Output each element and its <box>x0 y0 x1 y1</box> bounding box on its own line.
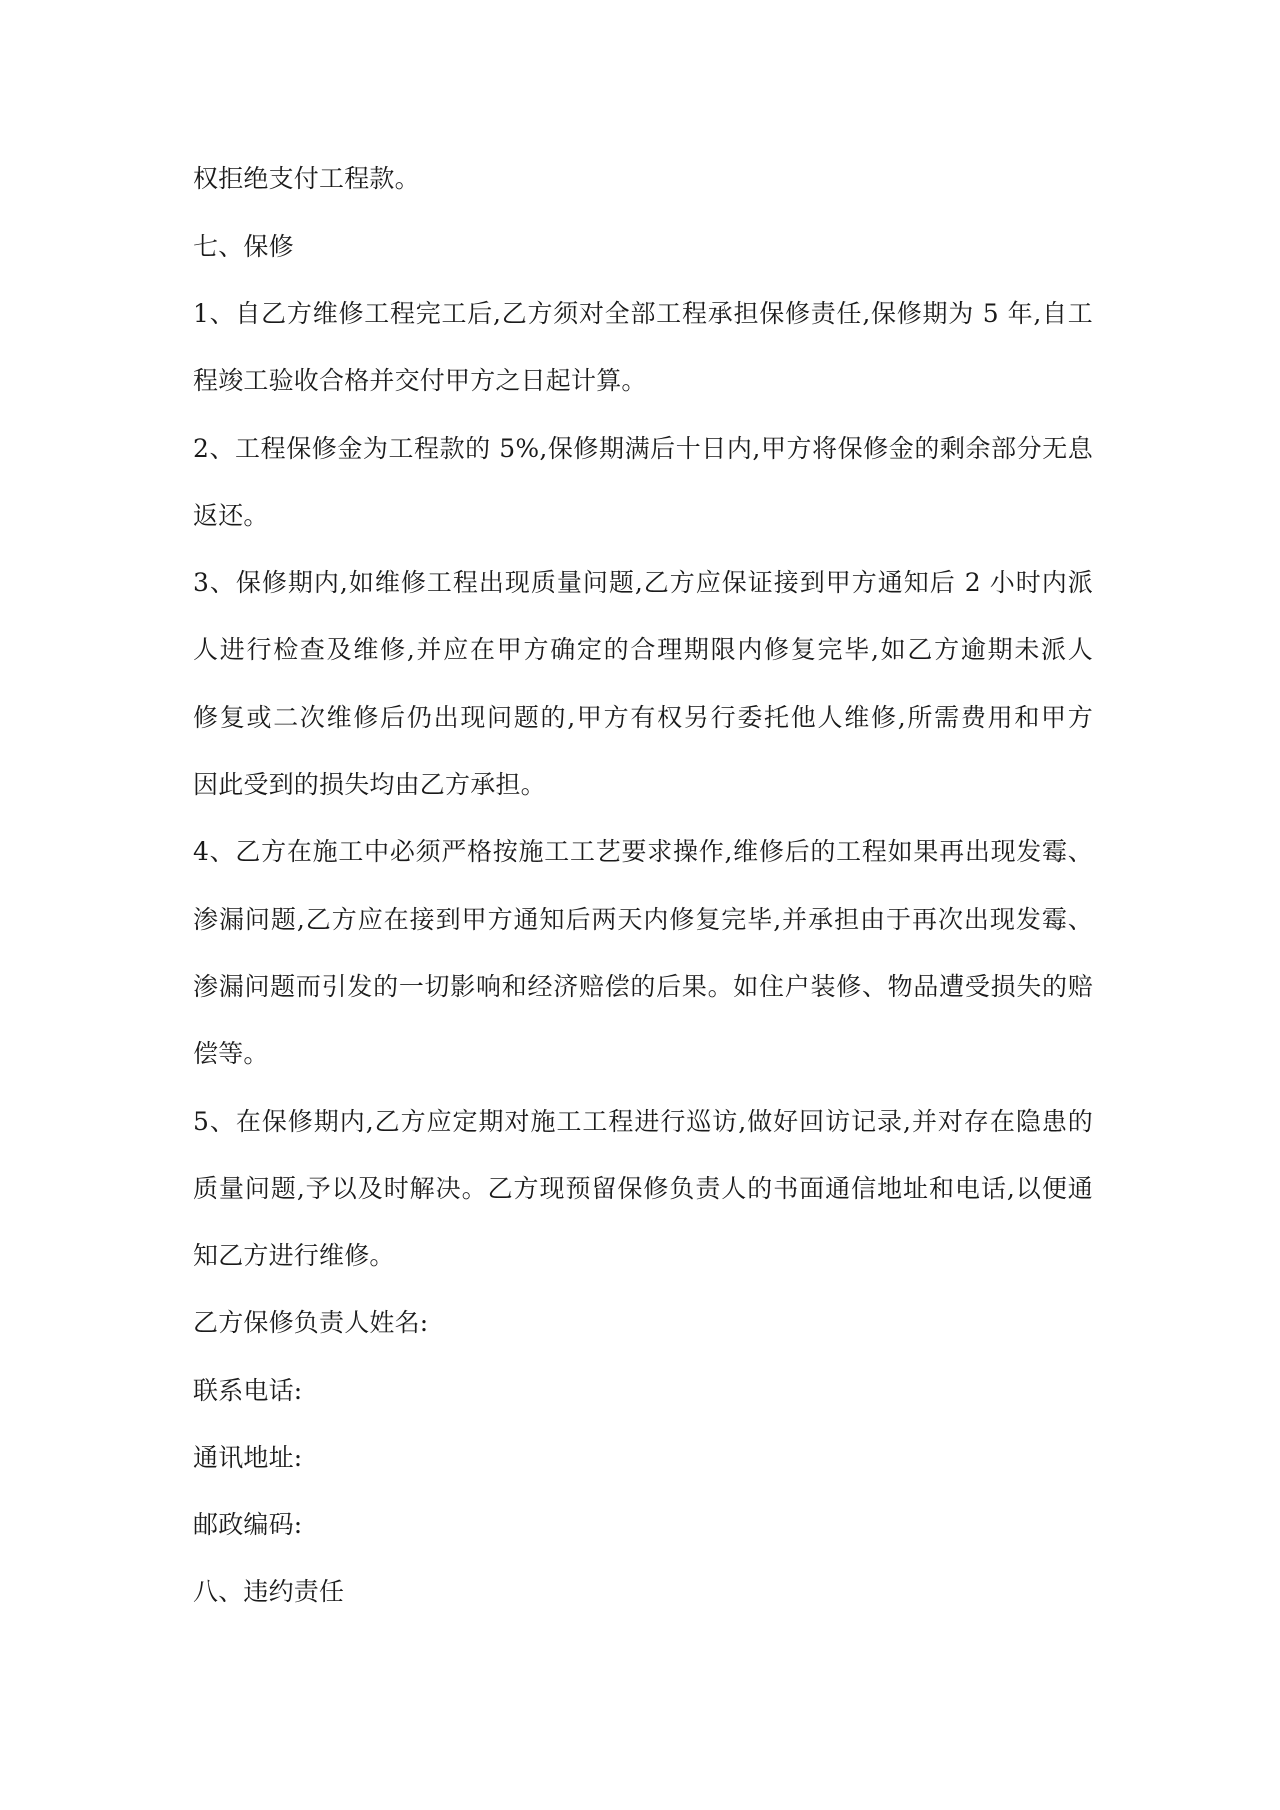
text-line: 程竣工验收合格并交付甲方之日起计算。 <box>193 366 647 395</box>
text-line: 2、工程保修金为工程款的 5%,保修期满后十日内,甲方将保修金的剩余部分无息 <box>193 434 1093 463</box>
text-line: 5、在保修期内,乙方应定期对施工工程进行巡访,做好回访记录,并对存在隐患的 <box>193 1107 1093 1136</box>
form-field-label: 联系电话: <box>193 1376 303 1405</box>
text-line: 渗漏问题,乙方应在接到甲方通知后两天内修复完毕,并承担由于再次出现发霉、 <box>193 905 1093 934</box>
text-line: 渗漏问题而引发的一切影响和经济赔偿的后果。如住户装修、物品遭受损失的赔 <box>193 972 1093 1001</box>
text-line: 人进行检查及维修,并应在甲方确定的合理期限内修复完毕,如乙方逾期未派人 <box>193 635 1093 664</box>
form-field-label: 通讯地址: <box>193 1443 303 1472</box>
text-line: 知乙方进行维修。 <box>193 1241 395 1270</box>
text-line: 质量问题,予以及时解决。乙方现预留保修负责人的书面通信地址和电话,以便通 <box>193 1174 1093 1203</box>
text-line: 返还。 <box>193 501 269 530</box>
form-field-label: 乙方保修负责人姓名: <box>193 1308 429 1337</box>
section-heading: 七、保修 <box>193 232 294 261</box>
text-line: 3、保修期内,如维修工程出现质量问题,乙方应保证接到甲方通知后 2 小时内派 <box>193 568 1093 597</box>
text-line: 因此受到的损失均由乙方承担。 <box>193 770 546 799</box>
text-line: 1、自乙方维修工程完工后,乙方须对全部工程承担保修责任,保修期为 5 年,自工 <box>193 299 1093 328</box>
text-line: 权拒绝支付工程款。 <box>193 164 420 193</box>
text-line: 修复或二次维修后仍出现问题的,甲方有权另行委托他人维修,所需费用和甲方 <box>193 703 1093 732</box>
form-field-label: 邮政编码: <box>193 1510 303 1539</box>
text-line: 4、乙方在施工中必须严格按施工工艺要求操作,维修后的工程如果再出现发霉、 <box>193 837 1093 866</box>
text-line: 偿等。 <box>193 1039 269 1068</box>
section-heading: 八、违约责任 <box>193 1577 345 1606</box>
